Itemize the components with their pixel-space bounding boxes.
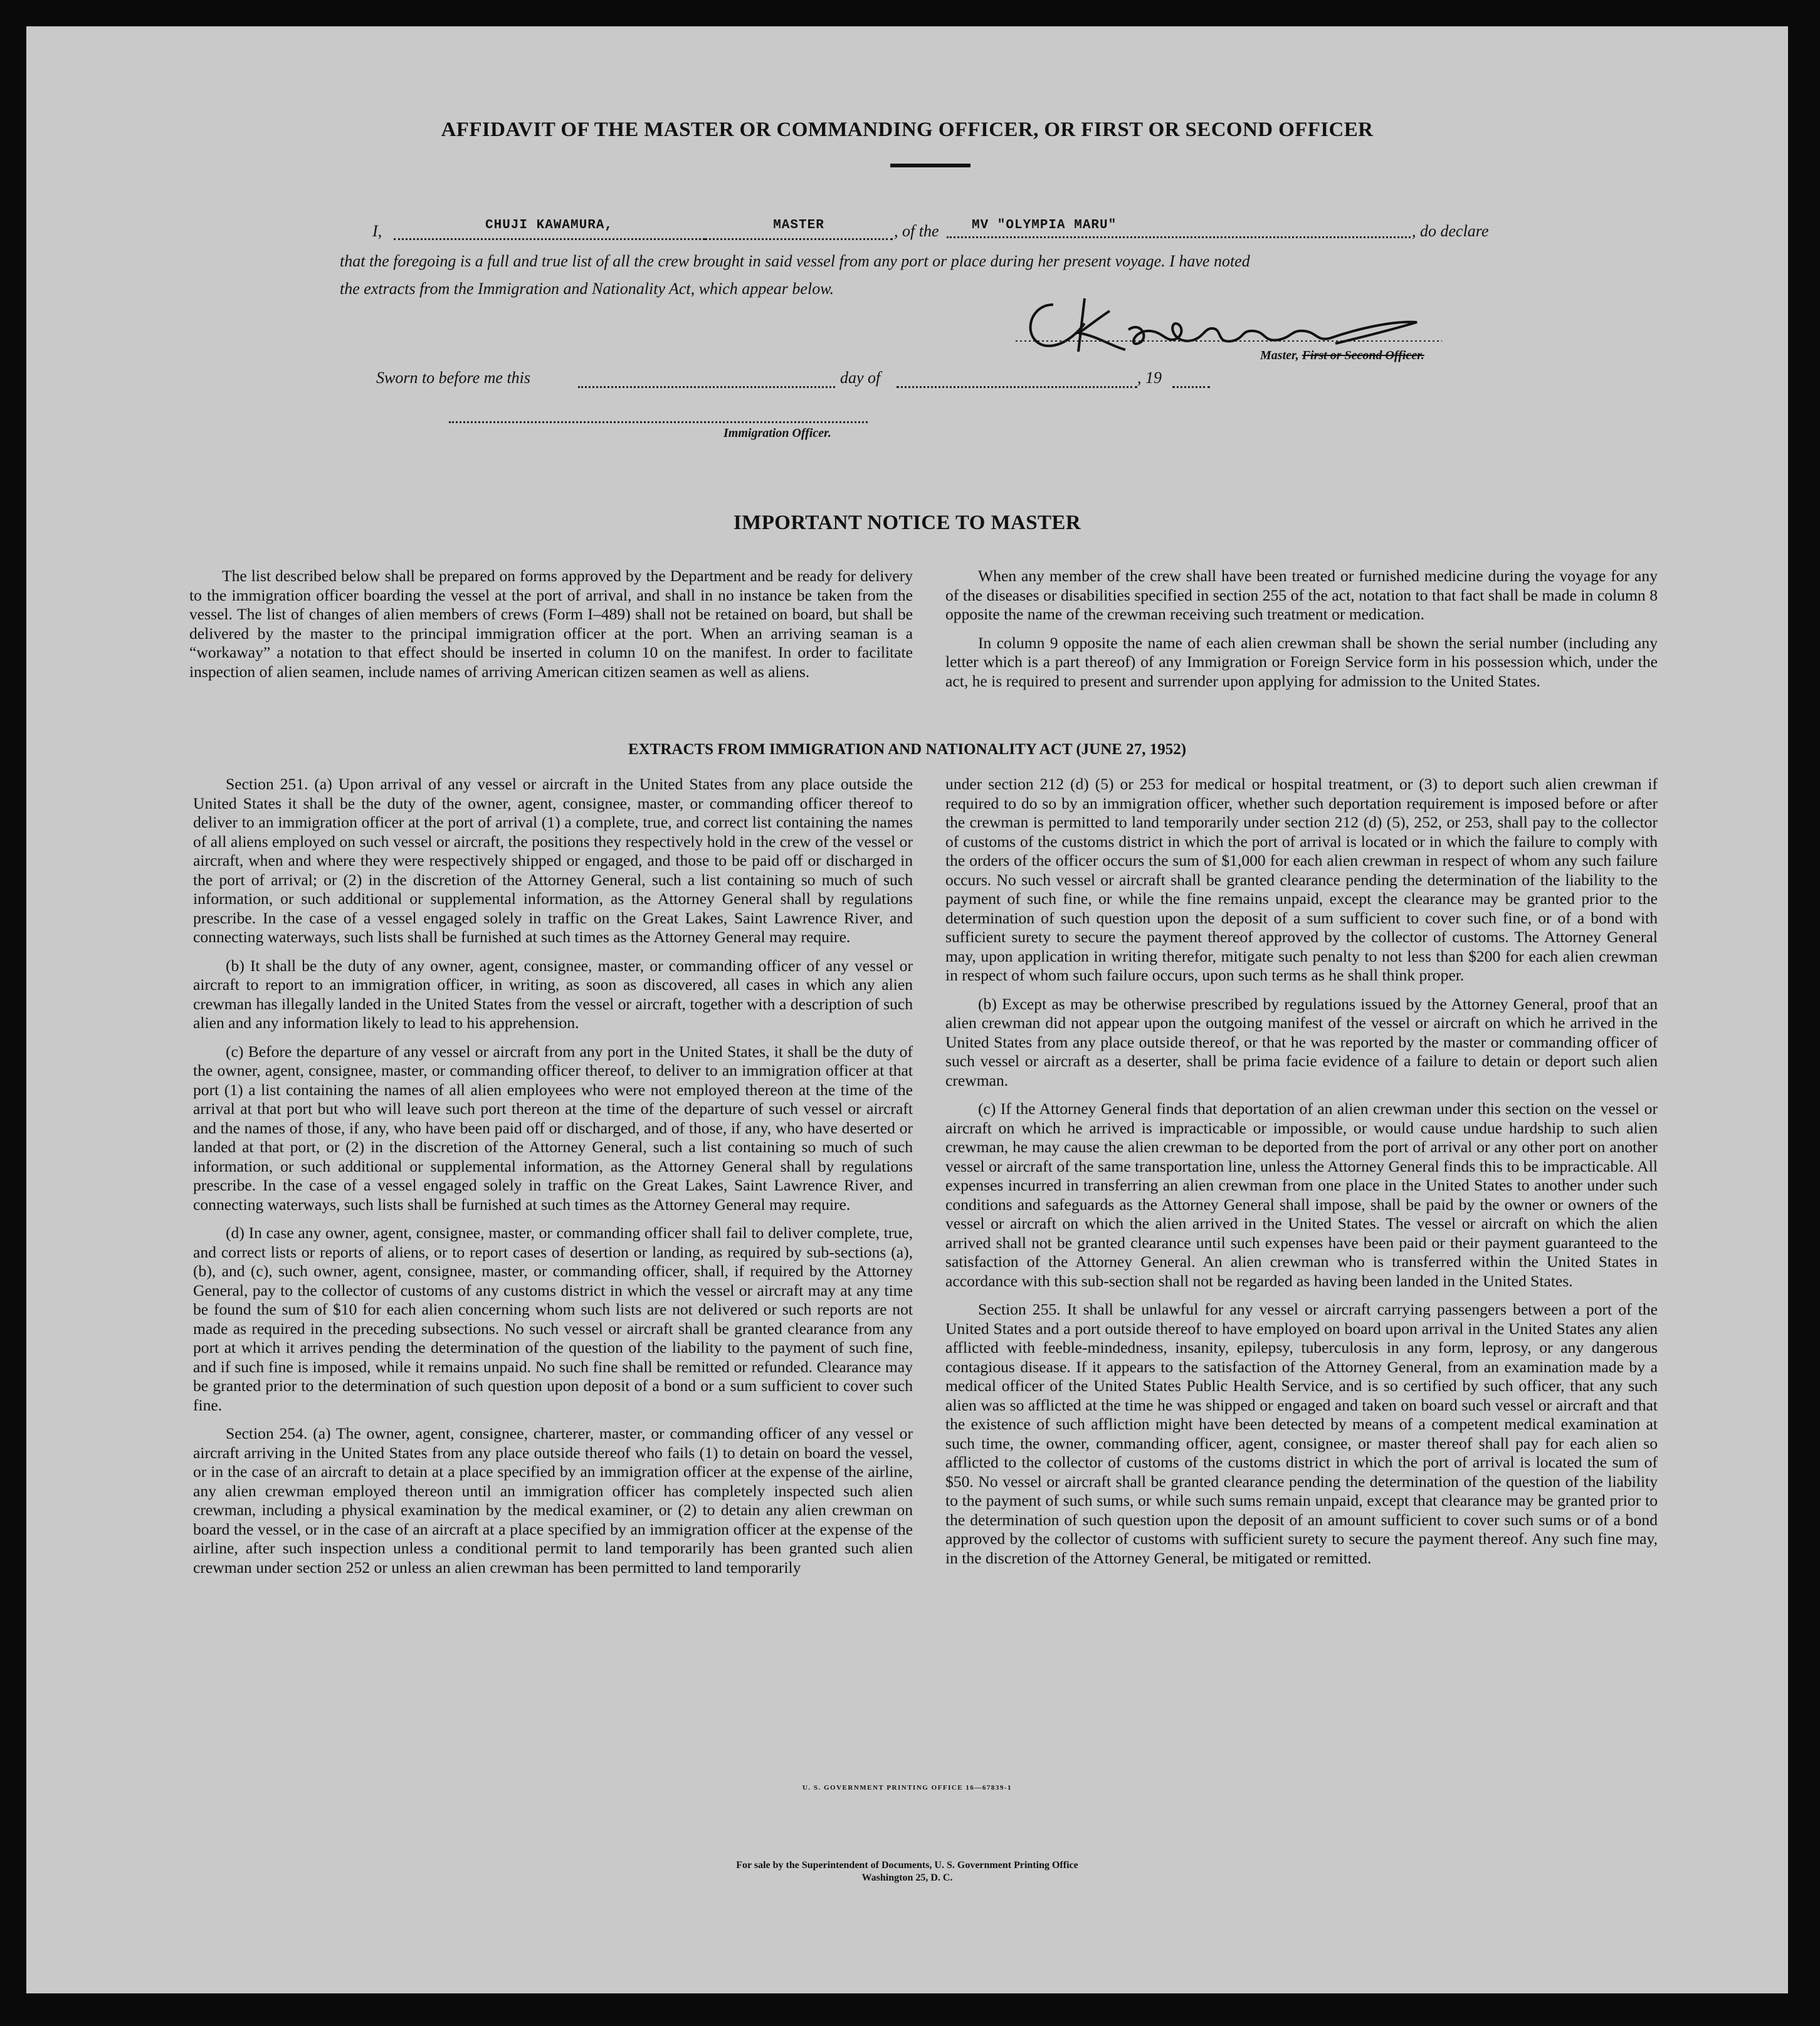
section-254-c: (c) If the Attorney General finds that deportation of an alien crewman under this section on the vessel or aircraft on which he arrived is impracticable or impossible, or would cause undue hardship to such alien crewman, he may cause the alien crewman to be deported from the port of arrival or any other port on another vessel or aircraft of the same transportation line, unless the Attorney General finds this to be impracticable. All expenses incurred in transferring an alien crewman from one place in the United States to another under such conditions and safeguards as the Attorney General shall impose, shall be paid by the owner or owners of the vessel or aircraft on which the alien arrived in the United States. The vessel or aircraft on which the alien arrived shall not be granted clearance until such expenses have been paid or their payment guaranteed to the satisfaction of the Attorney General. An alien crewman who is transferred within the United States in accordance with this sub-section shall not be regarded as having been landed in the United States. — [945, 1100, 1658, 1290]
title-rule — [890, 164, 970, 167]
immigration-officer-label: Immigration Officer. — [723, 426, 831, 440]
section-255: Section 255. It shall be unlawful for any vessel or aircraft carrying passengers between a port of the United States and a port outside thereof to have employed on board upon arrival in the United States any alien afflicted with feeble-mindedness, insanity, epilepsy, tuberculosis in any form, leprosy, or any dangerous contagious disease. If it appears to the satisfaction of the Attorney General, from an examination made by a medical officer of the United States Public Health Service, and is so certified by such officer, that any such alien was so afflicted at the time he was shipped or engaged and taken on board such vessel or aircraft and that the existence of such affliction might have been detected by means of a competent medical examination at such time, the owner, commanding officer, agent, consignee, or master thereof shall pay for each alien so afflicted to the collector of customs of the customs district in which the port of arrival is located the sum of $50. No vessel or aircraft shall be granted clearance pending the determination of the question of the liability to the payment of such sums, or while such sums remain unpaid, except that clearance may be granted prior to the determination of such question upon the deposit of an amount sufficient to cover such sums or of a bond approved by the collector of customs with sufficient surety to secure the payment thereof. Any such fine may, in the discretion of the Attorney General, be mitigated or remitted. — [945, 1300, 1658, 1567]
sale-line-1: For sale by the Superintendent of Documents, U. S. Government Printing Office — [736, 1860, 1078, 1871]
signer-label: Master, — [1260, 349, 1299, 362]
year-prefix: , 19 — [1137, 369, 1162, 387]
section-251-b: (b) It shall be the duty of any owner, agent, consignee, master, or commanding officer of any vessel or aircraft to report to an immigration officer, in writing, as soon as discovered, all cases in which any alien crewman has illegally landed in the United States from the vessel or aircraft, together with a description of such alien and any information likely to lead to his apprehension. — [193, 956, 913, 1032]
signer-struck-text: First or Second Officer. — [1302, 349, 1424, 362]
notice-left-paragraph: The list described below shall be prepared on forms approved by the Department and be ready for delivery to the immigration officer boarding the vessel at the port of arrival, and shall in no instance be taken from the vessel. The list of changes of alien members of crews (Form I–489) shall not be retained on board, but shall be delivered by the master to the principal immigration officer at the port. When an arriving seaman is a “workaway” a notation to that effect should be inserted in column 10 on the manifest. In order to facilitate inspection of alien seamen, include names of arriving American citizen seamen as well as aliens. — [189, 567, 913, 681]
notice-right-paragraph-1: When any member of the crew shall have been treated or furnished medicine during the voyage for any of the diseases or disabilities specified in section 255 of the act, notation to that fact shall be made in column 8 opposite the name of the crewman receiving such treatment or medication. — [945, 567, 1658, 623]
section-251-c: (c) Before the departure of any vessel or aircraft from any port in the United States, it shall be the duty of the owner, agent, consignee, master, or commanding officer thereof, to deliver to an immigration officer at that port (1) a list containing the names of all alien employees who were not employed thereon at the time of the arrival at that port but who will leave such port thereon at the time of the departure of such vessel or aircraft and the names of those, if any, who have been paid off or discharged, and of those, if any, who have deserted or landed at that port, or (2) in the discretion of the Attorney General, such a list containing so much of such information, or such additional or supplemental information, as the Attorney General shall by regulations prescribe. In the case of a vessel engaged solely in traffic on the Great Lakes, Saint Lawrence River, and connecting waterways, such lists shall be furnished at such times as the Attorney General may require. — [193, 1042, 913, 1214]
do-declare-text: , do declare — [1412, 222, 1489, 240]
notice-right-paragraph-2: In column 9 opposite the name of each alien crewman shall be shown the serial number (including any letter which is a part thereof) of any Immigration or Foreign Service form in his possession which, under the act, he is required to present and surrender upon applying for admission to the United States. — [945, 633, 1658, 690]
sale-line-2: Washington 25, D. C. — [861, 1872, 953, 1883]
declaration-line-1: that the foregoing is a full and true list of all the crew brought in said vessel from any port or place during her present voyage. I have noted — [340, 252, 1250, 270]
sworn-year-field — [1172, 367, 1210, 388]
notice-left-column — [189, 567, 913, 691]
extracts-left-column — [193, 775, 913, 1587]
signer-title — [1260, 349, 1424, 363]
affidavit-title: AFFIDAVIT OF THE MASTER OR COMMANDING OFFICER, OR FIRST OR SECOND OFFICER — [441, 118, 1374, 141]
extracts-right-column — [945, 775, 1658, 1577]
sale-notice — [26, 1859, 1788, 1884]
section-254-b: (b) Except as may be otherwise prescribed by regulations issued by the Attorney General, proof that an alien crewman did not appear upon the outgoing manifest of the vessel or aircraft on which he arrived in the United States from any place outside thereof, or that he was reported by the master or commanding officer of such vessel or aircraft as a deserter, shall be prima facie evidence of a failure to detain or deport such alien crewman. — [945, 994, 1658, 1089]
of-the-text: , of the — [894, 222, 939, 240]
section-254-a-continued: under section 212 (d) (5) or 253 for medical or hospital treatment, or (3) to deport such alien crewman if required to do so by an immigration officer, whether such deportation requirement is imposed before or after the crewman is permitted to land temporarily under section 212 (d) (5), 252, or 253, shall pay to the collector of customs of the customs district in which the port of arrival is located or in which the failure to comply with the orders of the officer occurs the sum of $1,000 for each alien crewman in respect of whom any such failure occurs. No such vessel or aircraft shall be granted clearance pending the determination of the liability to the payment of such fine, or while the fine remains unpaid, except the clearance may be granted prior to the determination of such question upon the deposit of a sum sufficient to cover such fine, or of a bond with sufficient surety to secure the payment thereof approved by the collector of customs. The Attorney General may, upon application in writing therefor, mitigate such penalty to not less than $200 for each alien crewman in respect of whom such failure occurs, upon such terms as he shall think proper. — [945, 775, 1658, 984]
section-254-a: Section 254. (a) The owner, agent, consignee, charterer, master, or commanding officer of any vessel or aircraft arriving in the United States from any place outside thereof who fails (1) to detain on board the vessel, or in the case of an aircraft to detain at a place specified by an immigration officer at the expense of the airline, any alien crewman employed thereon until an immigration officer has completely inspected such alien crewman, including a physical examination by the medical examiner, or (2) to detain any alien crewman on board the vessel, or in the case of an aircraft at a place specified by an immigration officer at the expense of the airline, after such inspection unless a conditional permit to land temporarily has been granted such alien crewman under section 252 or unless an alien crewman has been permitted to land temporarily — [193, 1424, 913, 1577]
document-sheet — [26, 26, 1788, 1993]
day-of-text: day of — [840, 369, 881, 387]
notice-title: IMPORTANT NOTICE TO MASTER — [733, 512, 1081, 534]
declaration-prefix: I, — [372, 222, 382, 240]
section-251-a: Section 251. (a) Upon arrival of any vessel or aircraft in the United States from any place outside the United States it shall be the duty of the owner, agent, consignee, master, or commanding officer thereof to deliver to an immigration officer at the port of arrival (1) a complete, true, and correct list containing the names of all aliens employed on such vessel or aircraft, the positions they respectively hold in the crew of the vessel or aircraft, when and where they were respectively shipped or engaged, and those to be paid off or discharged in the port of arrival; or (2) in the discretion of the Attorney General, such a list containing so much of such information, or such additional or supplemental information, as the Attorney General shall by regulations prescribe. In the case of a vessel engaged solely in traffic on the Great Lakes, Saint Lawrence River, and connecting waterways, such lists shall be furnished at such times as the Attorney General may require. — [193, 775, 913, 946]
sworn-month-field — [897, 367, 1137, 388]
extracts-title: EXTRACTS FROM IMMIGRATION AND NATIONALITY ACT (JUNE 27, 1952) — [628, 741, 1187, 758]
sworn-day-field — [578, 367, 835, 388]
master-name-field: CHUJI KAWAMURA, — [394, 218, 705, 240]
sworn-prefix: Sworn to before me this — [376, 369, 531, 387]
vessel-name-field: MV "OLYMPIA MARU" — [947, 218, 1411, 238]
notice-right-column — [945, 567, 1658, 700]
rank-field: MASTER — [705, 218, 893, 240]
section-251-d: (d) In case any owner, agent, consignee, master, or commanding officer shall fail to deliver complete, true, and correct lists or reports of aliens, or to report cases of desertion or landing, as required by sub-sections (a), (b), and (c), such owner, agent, consignee, master, or commanding officer, shall, if required by the Attorney General, pay to the collector of customs of any customs district in which the vessel or aircraft may at any time be found the sum of $10 for each alien concerning whom such lists are not delivered or such reports are not made as required in the preceding subsections. No such vessel or aircraft shall be granted clearance from any port at which it arrives pending the determination of the question of the liability to the payment of such fine, and if such fine is imposed, while it remains unpaid. No such fine shall be remitted or refunded. Clearance may be granted prior to the determination of such question upon deposit of a bond or a sum sufficient to cover such fine. — [193, 1224, 913, 1414]
immigration-officer-signature-line — [449, 402, 868, 423]
declaration-line-2: the extracts from the Immigration and Nationality Act, which appear below. — [340, 280, 834, 298]
printer-imprint: U. S. GOVERNMENT PRINTING OFFICE 16—67839-1 — [802, 1784, 1013, 1792]
